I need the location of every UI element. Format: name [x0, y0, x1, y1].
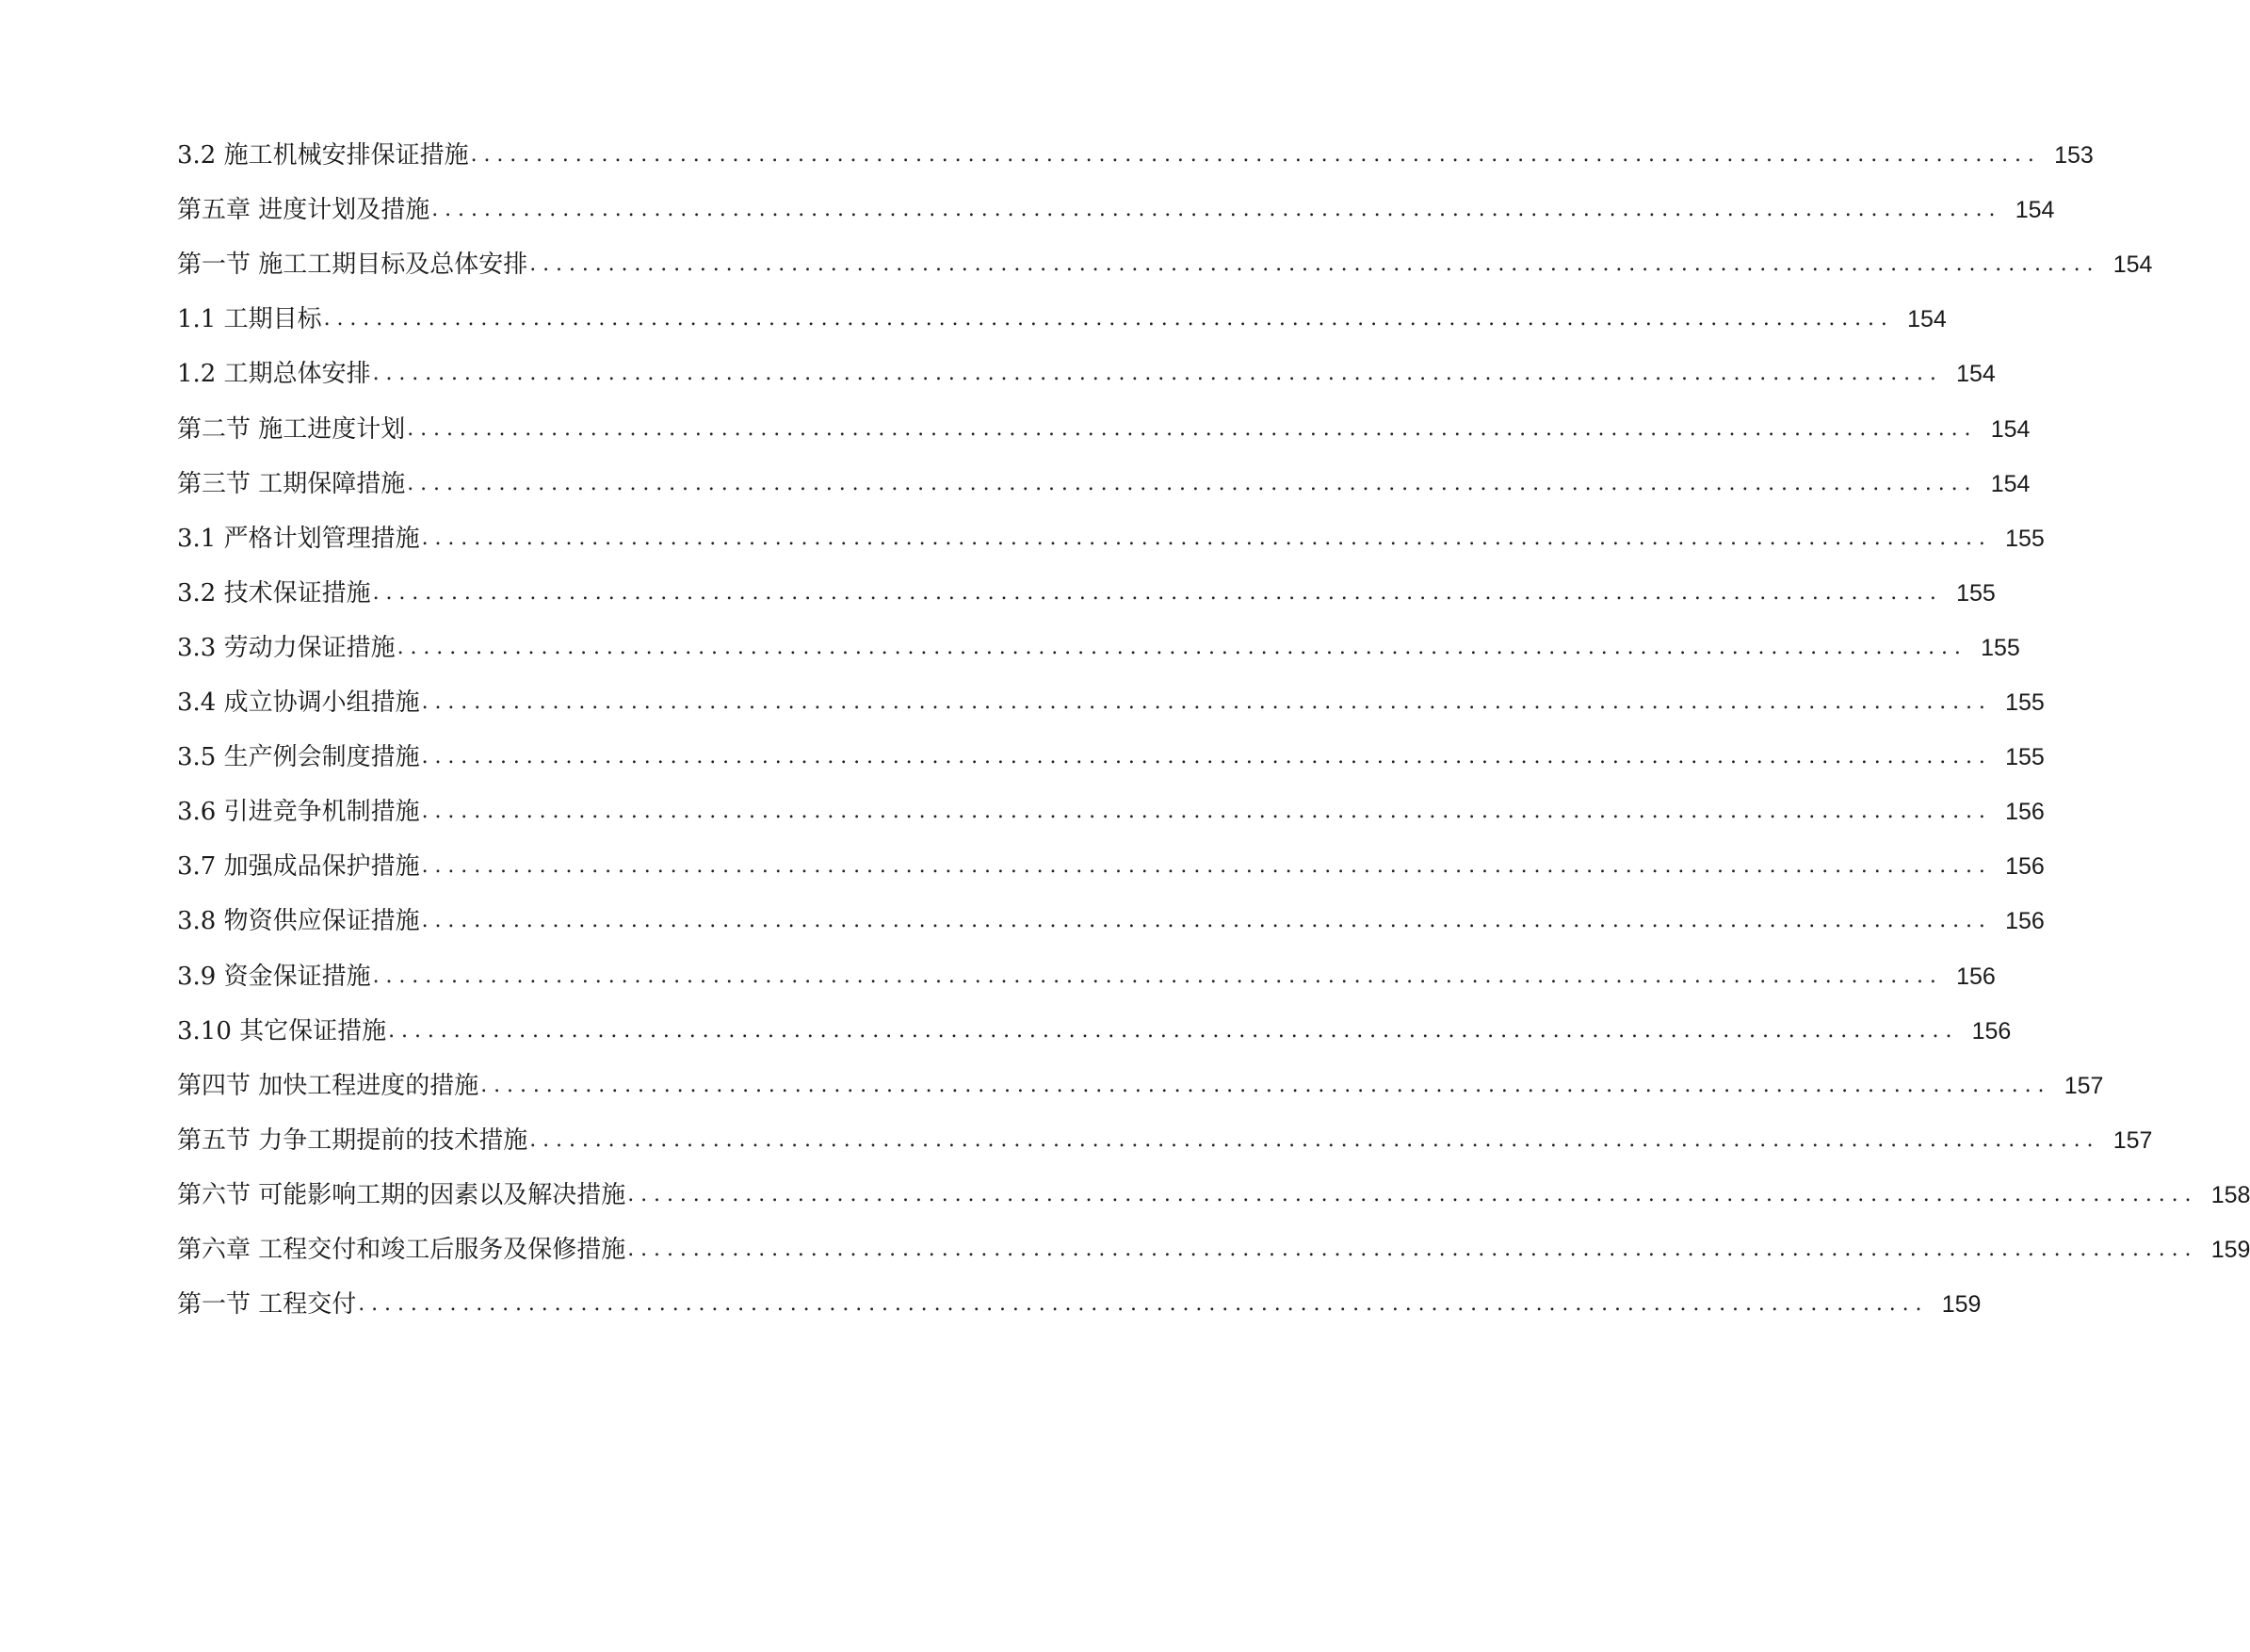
toc-entry[interactable] [177, 1067, 2104, 1105]
toc-entry[interactable] [177, 902, 2045, 940]
toc-page-number: 154 [2112, 251, 2153, 279]
toc-entry-title: 3.4 成立协调小组措施 [177, 688, 420, 717]
toc-page-number: 154 [1990, 415, 2031, 443]
toc-entry-title: 3.7 加强成品保护措施 [177, 852, 420, 882]
toc-dot-leader: ........................................................................................................................ [421, 854, 1992, 879]
toc-entry[interactable] [177, 300, 1947, 338]
toc-dot-leader: ........................................................................................................................ [431, 198, 2002, 222]
toc-entry[interactable] [177, 848, 2045, 885]
toc-entry[interactable] [177, 191, 2055, 229]
toc-page-number: 159 [1941, 1291, 1982, 1319]
toc-entry-title: 第五节 力争工期提前的技术措施 [177, 1126, 528, 1155]
toc-dot-leader: ........................................................................................................................ [529, 252, 2100, 277]
toc-dot-leader: ........................................................................................................................ [397, 635, 1967, 659]
toc-page-number: 156 [1956, 963, 1996, 990]
toc-dot-leader: ........................................................................................................................ [627, 1238, 2198, 1261]
toc-entry-title: 3.3 劳动力保证措施 [177, 633, 396, 662]
toc-dot-leader: ........................................................................................................................ [358, 1292, 1929, 1317]
toc-entry[interactable] [177, 1122, 2153, 1159]
toc-page-number: 155 [2005, 689, 2045, 716]
toc-page-number: 156 [2005, 908, 2045, 935]
toc-page-number: 158 [2210, 1181, 2250, 1208]
toc-dot-leader: ........................................................................................................................ [421, 745, 1992, 769]
toc-dot-leader: ........................................................................................................................ [388, 1018, 1959, 1043]
toc-entry-title: 第五章 进度计划及措施 [177, 196, 430, 225]
toc-entry-title: 第六章 工程交付和竣工后服务及保修措施 [177, 1236, 626, 1264]
toc-entry[interactable] [177, 684, 2045, 721]
toc-entry-title: 第四节 加快工程进度的措施 [177, 1071, 479, 1100]
toc-entry[interactable] [177, 1231, 2250, 1269]
toc-page-number: 155 [1956, 579, 1996, 607]
toc-entry-title: 3.8 物资供应保证措施 [177, 907, 420, 936]
toc-entry[interactable] [177, 1176, 2250, 1214]
toc-entry-title: 1.1 工期目标 [177, 305, 322, 334]
toc-dot-leader: ........................................................................................................................ [421, 800, 1992, 824]
toc-entry[interactable] [177, 629, 2020, 667]
toc-dot-leader: ........................................................................................................................ [323, 307, 1894, 332]
toc-entry[interactable] [177, 465, 2031, 503]
toc-dot-leader: ........................................................................................................................ [421, 909, 1992, 933]
toc-entry-title: 3.6 引进竞争机制措施 [177, 798, 420, 827]
toc-entry[interactable] [177, 1012, 2012, 1050]
toc-page-number: 157 [2064, 1072, 2104, 1099]
toc-page-number: 155 [2005, 525, 2045, 552]
toc-page-number: 154 [1956, 361, 1996, 388]
toc-entry-title: 3.9 资金保证措施 [177, 962, 371, 991]
toc-page-number: 154 [1907, 306, 1947, 333]
toc-dot-leader: ........................................................................................................................ [372, 964, 1943, 988]
toc-dot-leader: ........................................................................................................................ [480, 1073, 2051, 1097]
toc-entry[interactable] [177, 738, 2045, 776]
toc-dot-leader: ........................................................................................................................ [407, 416, 1978, 441]
toc-entry[interactable] [177, 793, 2045, 831]
toc-entry-title: 3.1 严格计划管理措施 [177, 524, 420, 553]
toc-page-number: 155 [1981, 634, 2020, 661]
toc-page-number: 156 [2005, 799, 2045, 826]
toc-page-number: 153 [2054, 142, 2094, 169]
toc-page-number: 154 [1990, 470, 2031, 497]
toc-page-number: 154 [2015, 197, 2055, 224]
toc-entry[interactable] [177, 411, 2031, 448]
toc-page-number: 155 [2005, 744, 2045, 771]
toc-entry-title: 第一节 工程交付 [177, 1290, 357, 1320]
toc-entry-title: 3.2 施工机械安排保证措施 [177, 141, 469, 170]
toc-page-number: 159 [2210, 1237, 2250, 1263]
toc-entry-title: 1.2 工期总体安排 [177, 360, 371, 389]
toc-dot-leader: ........................................................................................................................ [407, 471, 1978, 495]
toc-dot-leader: ........................................................................................................................ [529, 1127, 2100, 1152]
toc-entry-title: 第六节 可能影响工期的因素以及解决措施 [177, 1180, 626, 1209]
toc-dot-leader: ........................................................................................................................ [421, 526, 1992, 550]
toc-entry[interactable] [177, 958, 1996, 996]
toc-dot-leader: ........................................................................................................................ [372, 362, 1943, 386]
toc-entry-title: 3.2 技术保证措施 [177, 578, 371, 607]
toc-entry[interactable] [177, 520, 2045, 558]
toc-entry[interactable] [177, 355, 1996, 393]
toc-page-number: 157 [2112, 1126, 2153, 1154]
toc-entry-title: 第一节 施工工期目标及总体安排 [177, 251, 528, 280]
toc-dot-leader: ........................................................................................................................ [627, 1182, 2198, 1207]
toc-entry[interactable] [177, 1286, 1982, 1323]
toc-entry-title: 第二节 施工进度计划 [177, 414, 406, 444]
toc-dot-leader: ........................................................................................................................ [372, 580, 1943, 605]
toc-entry-title: 第三节 工期保障措施 [177, 469, 406, 498]
toc-page-number: 156 [1971, 1017, 2012, 1045]
toc-entry[interactable] [177, 575, 1996, 612]
toc-page-number: 156 [2005, 853, 2045, 881]
toc-entry-title: 3.5 生产例会制度措施 [177, 743, 420, 772]
toc-entry[interactable] [177, 246, 2153, 283]
toc-dot-leader: ........................................................................................................................ [421, 690, 1992, 714]
toc-dot-leader: ........................................................................................................................ [470, 143, 2041, 167]
toc-entry[interactable] [177, 137, 2094, 174]
toc-entry-title: 3.10 其它保证措施 [177, 1016, 387, 1045]
